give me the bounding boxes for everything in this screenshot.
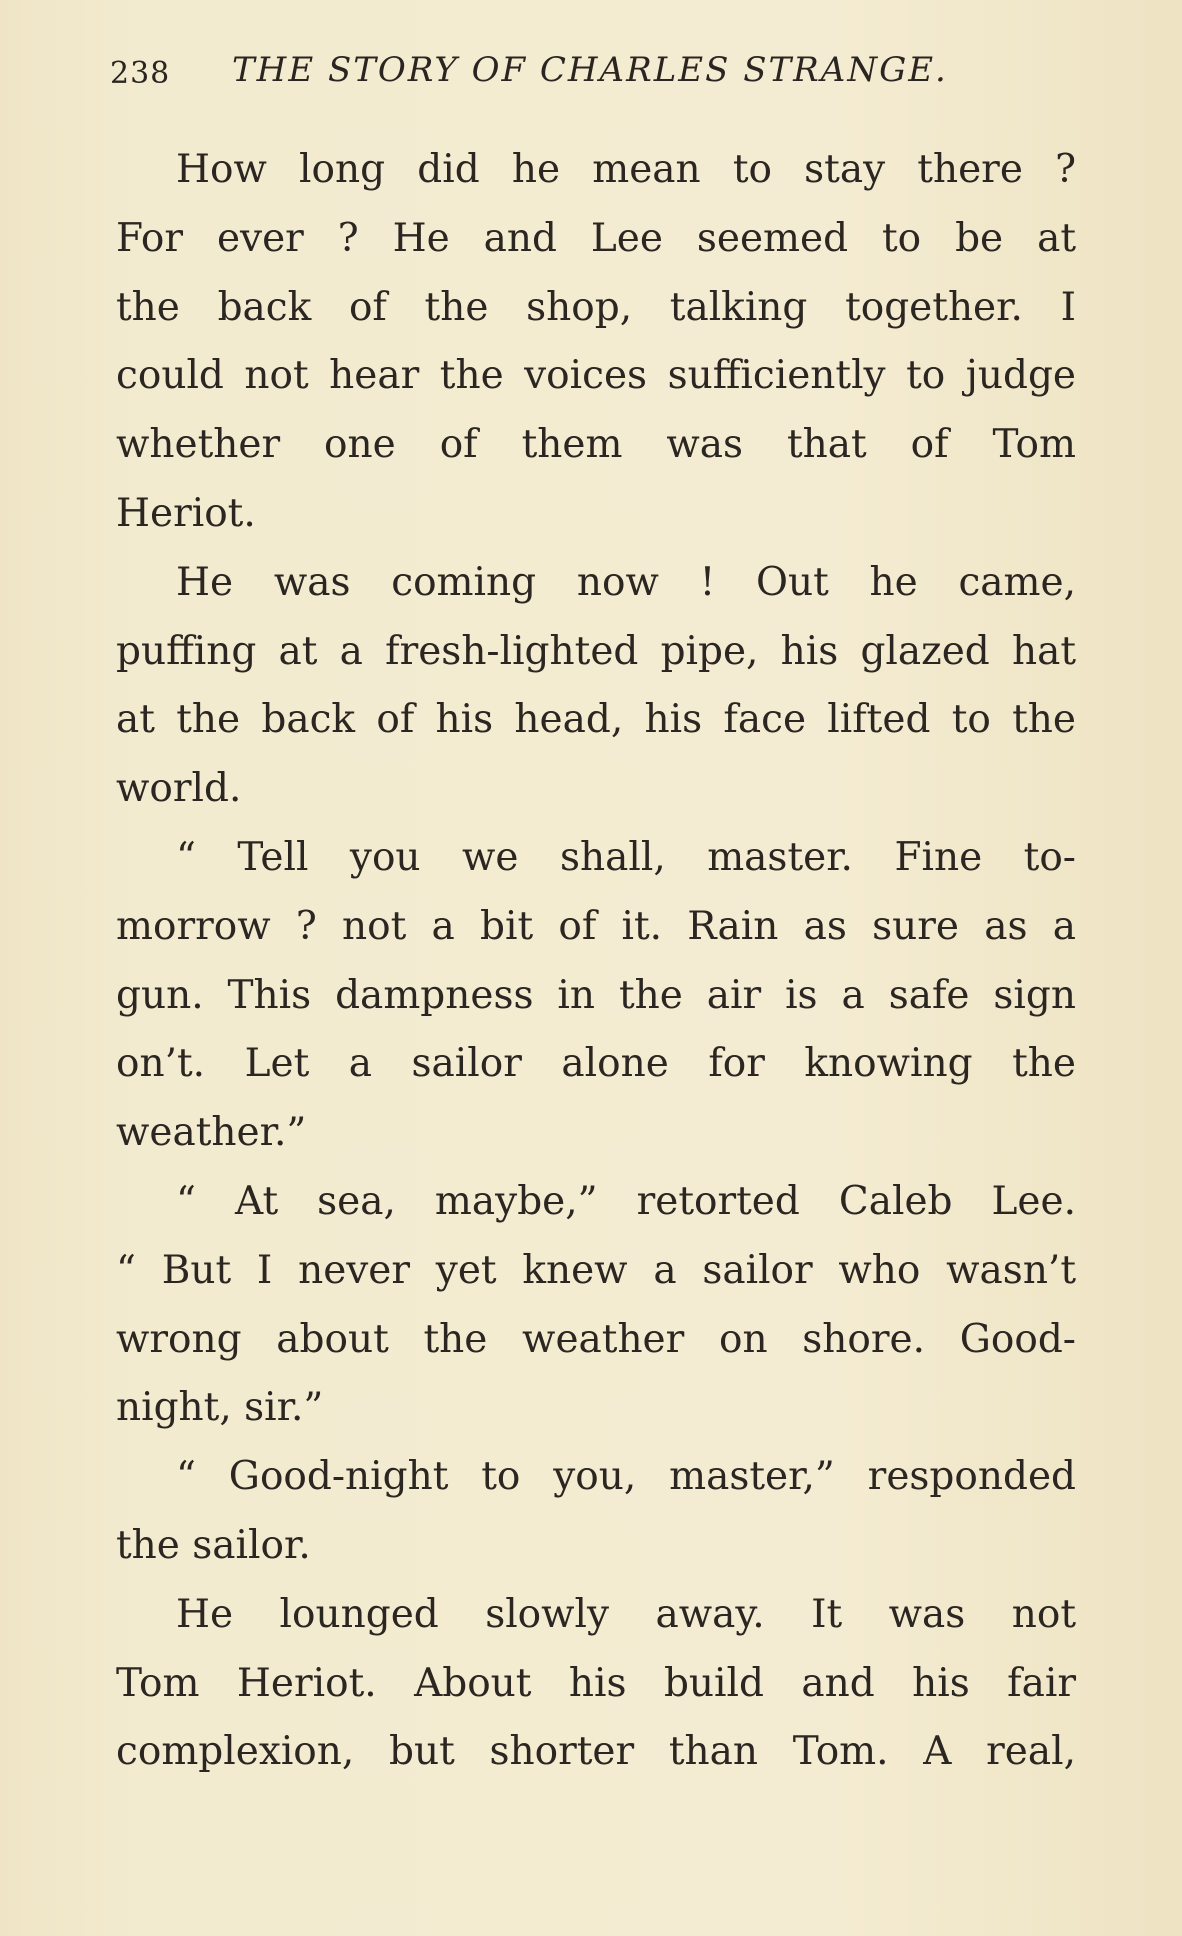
page-header (110, 46, 1090, 98)
text-line: “ Tell you we shall, master. Fine to- (176, 834, 1076, 880)
text-line: night, sir.” (116, 1385, 324, 1431)
running-title: THE STORY OF CHARLES STRANGE. (232, 50, 948, 90)
text-line: world. (116, 766, 242, 812)
text-line: weather.” (116, 1110, 307, 1156)
text-line: gun. This dampness in the air is a safe sign (116, 972, 1076, 1018)
text-line: He was coming now ! Out he came, (176, 559, 1076, 605)
text-line: “ Good-night to you, master,” responded (176, 1454, 1076, 1500)
text-line: wrong about the weather on shore. Good- (116, 1316, 1076, 1362)
text-line: at the back of his head, his face lifted to the (116, 697, 1076, 743)
text-line: whether one of them was that of Tom (116, 422, 1076, 468)
text-line: the sailor. (116, 1522, 311, 1568)
text-line: Tom Heriot. About his build and his fair (116, 1660, 1076, 1706)
text-line: How long did he mean to stay there ? (176, 147, 1076, 192)
body-text (116, 136, 1076, 1787)
text-line: For ever ? He and Lee seemed to be at (116, 215, 1076, 261)
text-line: the back of the shop, talking together. I (116, 284, 1076, 330)
text-line: could not hear the voices sufficiently to judge (116, 353, 1076, 399)
text-line: complexion, but shorter than Tom. A real, (116, 1729, 1076, 1775)
text-line: Heriot. (116, 490, 256, 536)
text-line: puffing at a fresh-lighted pipe, his glazed hat (116, 628, 1076, 674)
text-line: “ At sea, maybe,” retorted Caleb Lee. (176, 1178, 1076, 1224)
page-number: 238 (110, 56, 171, 91)
text-line: morrow ? not a bit of it. Rain as sure as a (116, 903, 1076, 949)
text-line: on’t. Let a sailor alone for knowing the (116, 1041, 1076, 1087)
text-line: He lounged slowly away. It was not (176, 1591, 1076, 1637)
text-line: “ But I never yet knew a sailor who wasn’t (116, 1247, 1076, 1293)
